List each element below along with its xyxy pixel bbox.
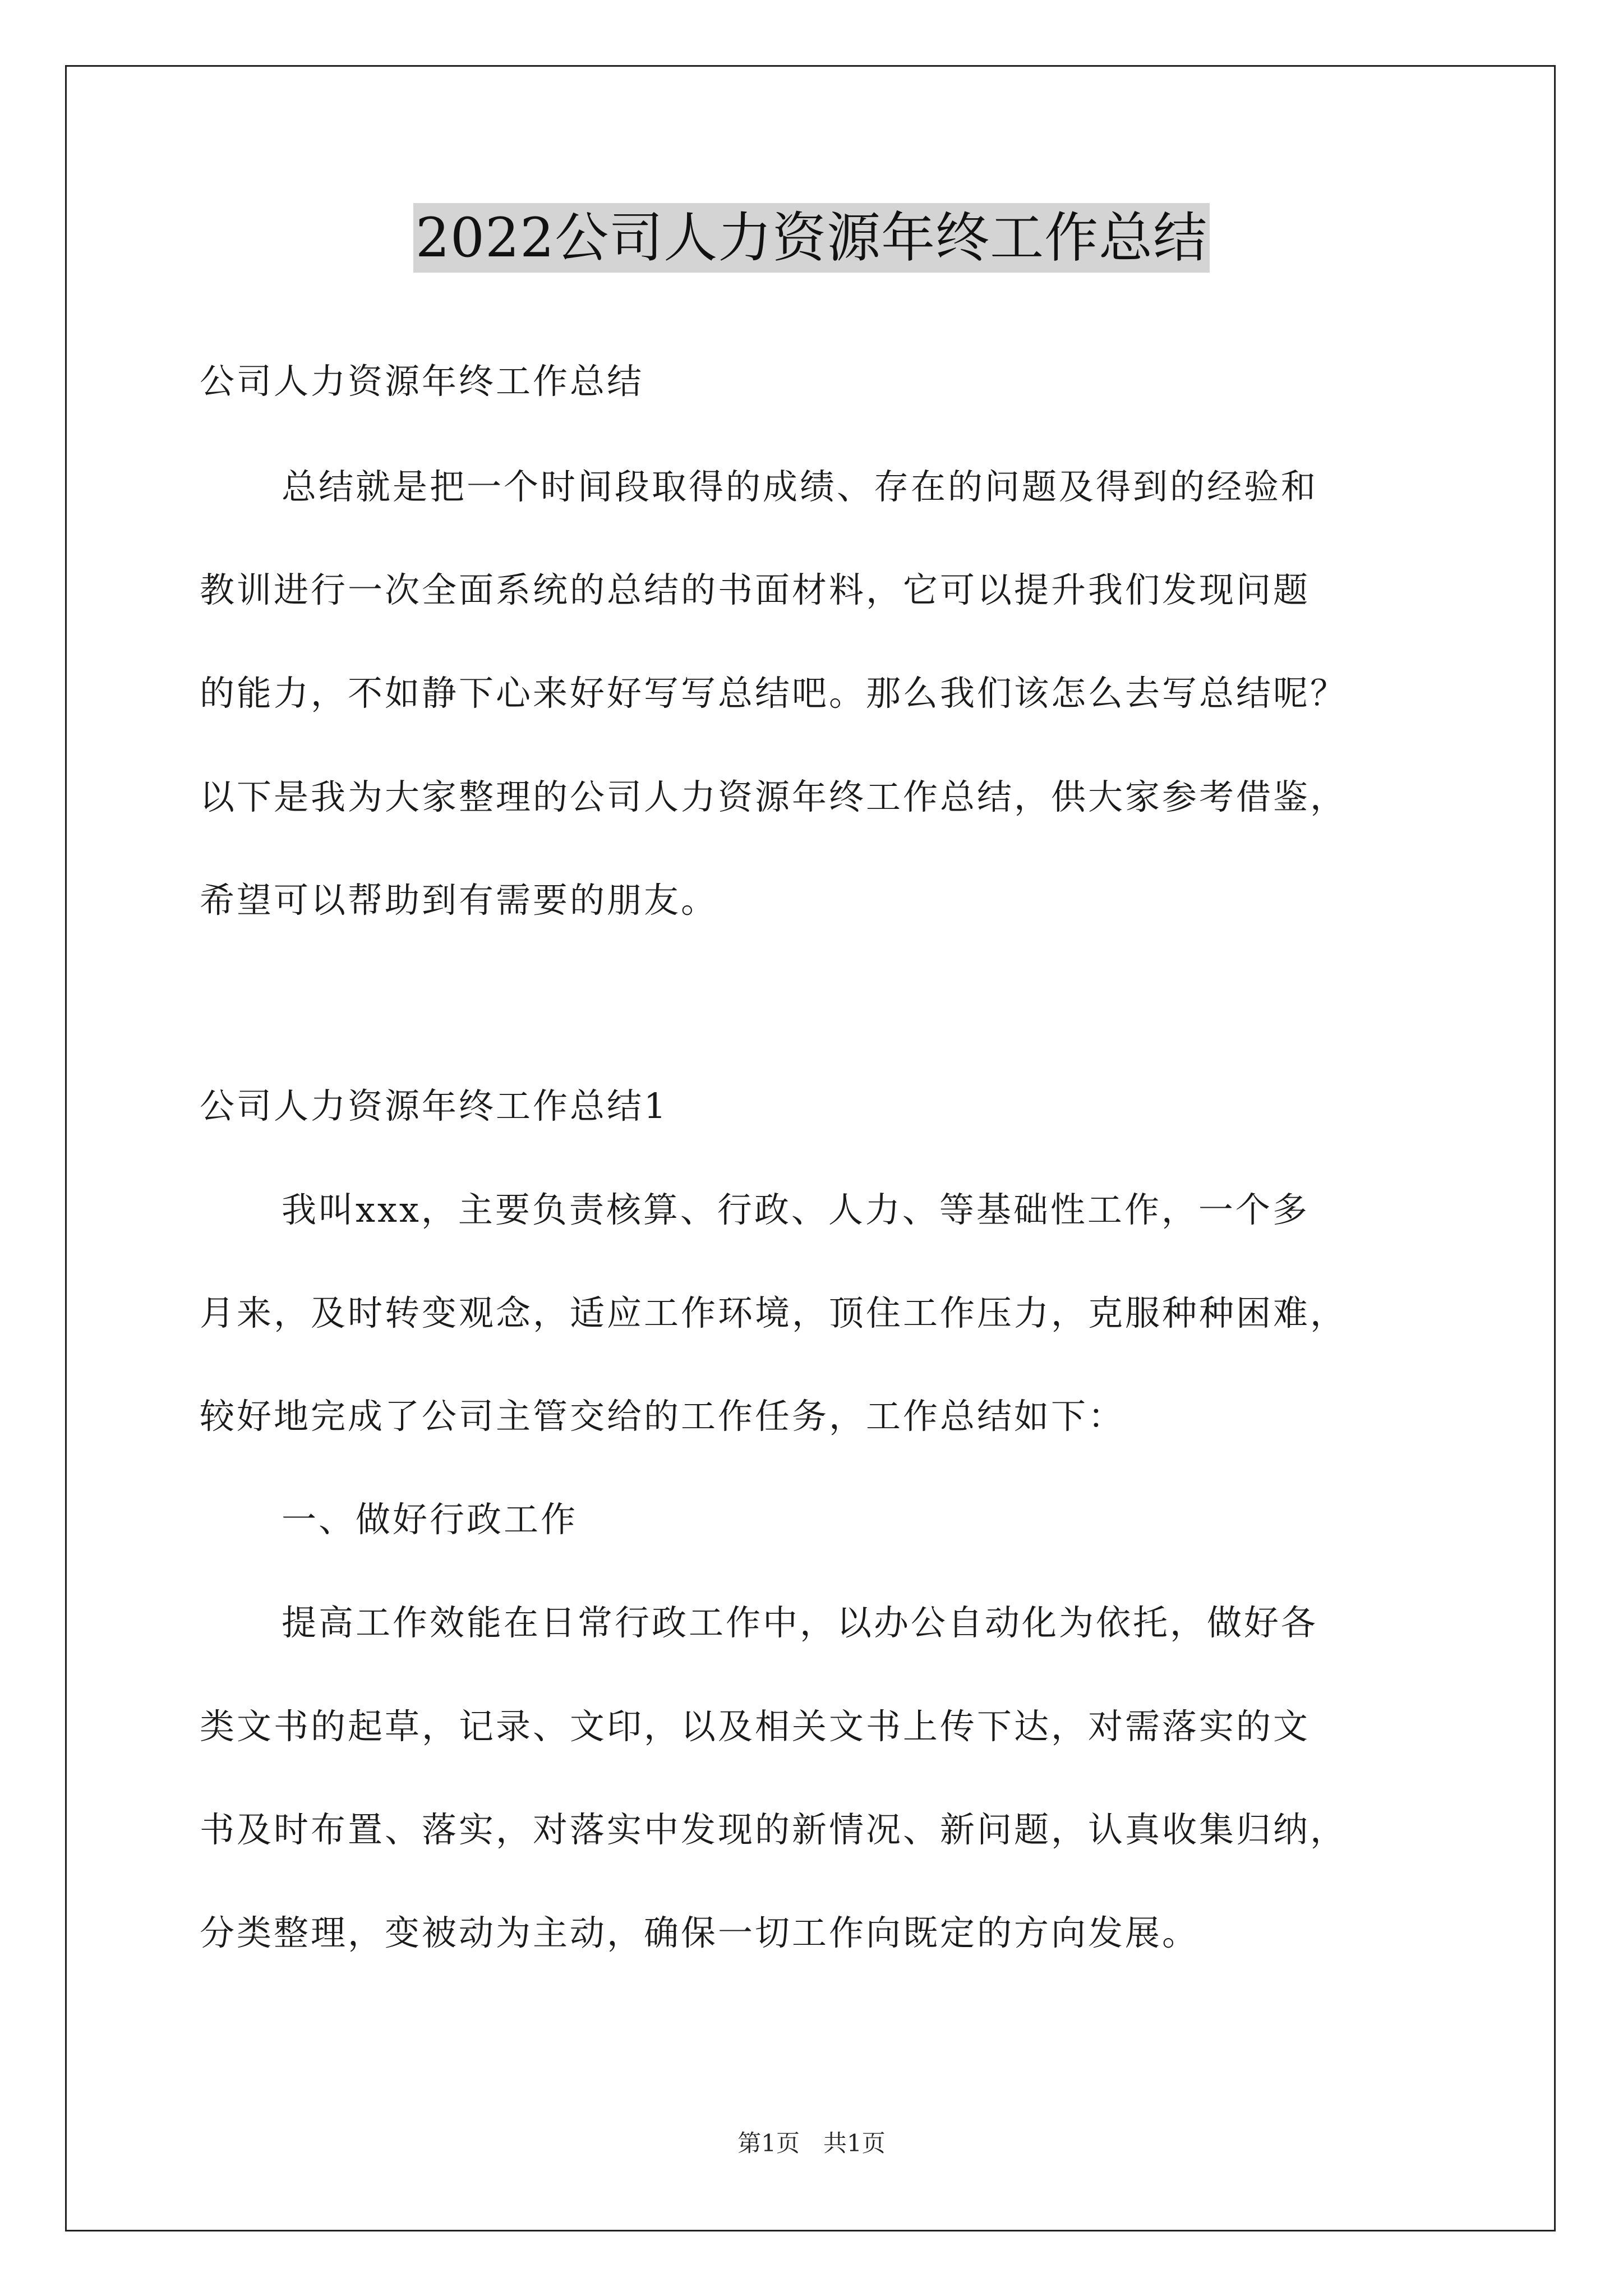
page-footer: 第1页 共1页	[737, 2129, 886, 2157]
title-container	[0, 203, 1623, 273]
subsection-heading: 一、做好行政工作	[282, 1499, 578, 1540]
paragraph-line: 类文书的起草，记录、文印，以及相关文书上传下达，对需落实的文	[200, 1706, 1311, 1747]
paragraph-line: 较好地完成了公司主管交给的工作任务，工作总结如下：	[200, 1396, 1126, 1437]
intro-line: 希望可以帮助到有需要的朋友。	[200, 880, 718, 921]
intro-line: 的能力，不如静下心来好好写写总结吧。那么我们该怎么去写总结呢？	[200, 673, 1348, 714]
paragraph-line: 我叫xxx，主要负责核算、行政、人力、等基础性工作，一个多	[282, 1189, 1310, 1230]
paragraph-line: 书及时布置、落实，对落实中发现的新情况、新问题，认真收集归纳，	[200, 1809, 1348, 1850]
intro-line: 教训进行一次全面系统的总结的书面材料，它可以提升我们发现问题	[200, 569, 1311, 610]
paragraph-line: 月来，及时转变观念，适应工作环境，顶住工作压力，克服种种困难，	[200, 1292, 1348, 1333]
intro-line: 总结就是把一个时间段取得的成绩、存在的问题及得到的经验和	[282, 466, 1318, 507]
paragraph-line: 分类整理，变被动为主动，确保一切工作向既定的方向发展。	[200, 1912, 1200, 1953]
intro-line: 以下是我为大家整理的公司人力资源年终工作总结，供大家参考借鉴，	[200, 776, 1348, 817]
paragraph-line: 提高工作效能在日常行政工作中，以办公自动化为依托，做好各	[282, 1602, 1318, 1643]
document-subtitle: 公司人力资源年终工作总结	[200, 361, 644, 402]
document-title: 2022公司人力资源年终工作总结	[413, 203, 1210, 273]
section-heading: 公司人力资源年终工作总结1	[200, 1085, 668, 1126]
